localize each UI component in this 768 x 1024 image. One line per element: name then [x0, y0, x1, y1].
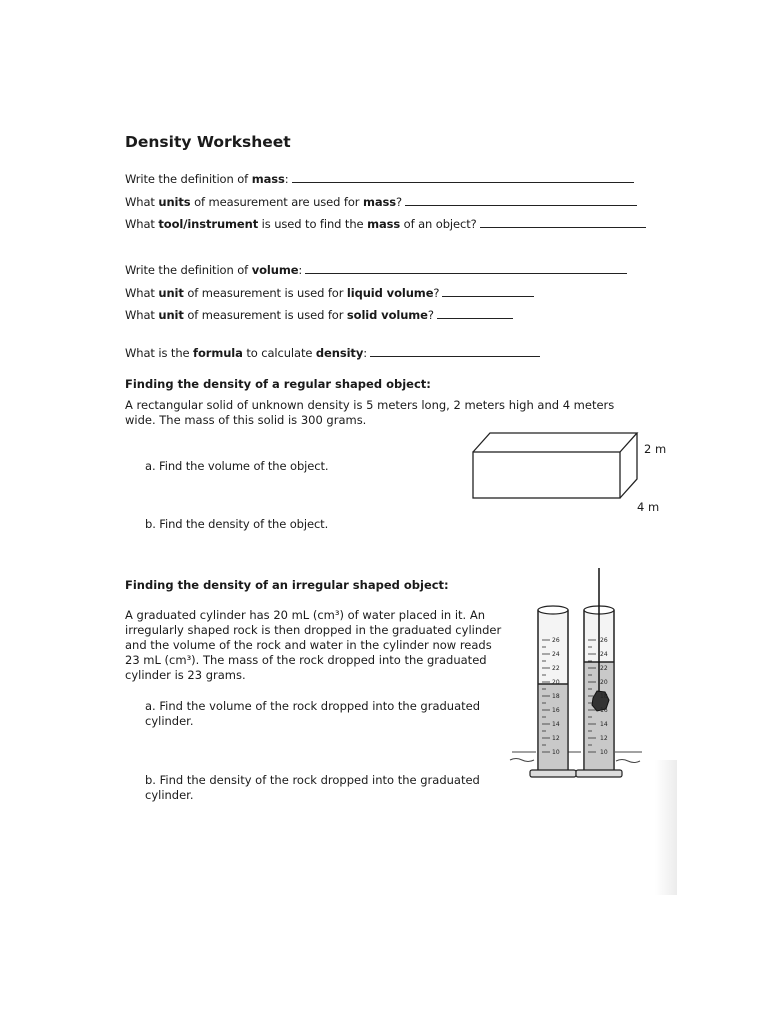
- question-mass-units: What units of measurement are used for mass?: [125, 195, 637, 209]
- answer-line[interactable]: [442, 295, 534, 297]
- tick-label: 10: [552, 749, 560, 756]
- graduated-cylinders-illustration: [508, 566, 648, 782]
- tick-label: 16: [552, 707, 560, 714]
- rectangular-solid-diagram: [466, 428, 641, 508]
- question-liquid-volume-unit: What unit of measurement is used for liquid volume?: [125, 286, 534, 300]
- irregular-object-heading: Finding the density of an irregular shaped object:: [125, 578, 449, 592]
- question-volume-definition: Write the definition of volume:: [125, 263, 627, 277]
- tick-label: 26: [552, 637, 560, 644]
- page-edge-shadow: [655, 760, 677, 895]
- tick-label: 20: [600, 679, 608, 686]
- width-dimension-label: 4 m: [637, 500, 660, 514]
- tick-label: 24: [600, 651, 608, 658]
- height-dimension-label: 2 m: [644, 442, 667, 456]
- tick-label: 16: [600, 707, 608, 714]
- tick-label: 14: [552, 721, 560, 728]
- answer-line[interactable]: [437, 317, 513, 319]
- answer-line[interactable]: [292, 181, 634, 183]
- tick-label: 12: [600, 735, 608, 742]
- question-density-formula: What is the formula to calculate density:: [125, 346, 540, 360]
- answer-line[interactable]: [305, 272, 627, 274]
- regular-part-b: b. Find the density of the object.: [145, 517, 329, 531]
- question-mass-definition: Write the definition of mass:: [125, 172, 634, 186]
- tick-label: 14: [600, 721, 608, 728]
- tick-label: 20: [552, 679, 560, 686]
- irregular-part-a: a. Find the volume of the rock dropped into the graduated cylinder.: [145, 699, 481, 728]
- regular-object-text: A rectangular solid of unknown density is 5 meters long, 2 meters high and 4 meters wide. The mass of this solid is 300 grams.: [125, 398, 615, 427]
- regular-object-heading: Finding the density of a regular shaped object:: [125, 377, 431, 391]
- answer-line[interactable]: [405, 204, 637, 206]
- worksheet-title: Density Worksheet: [125, 133, 291, 151]
- tick-label: 12: [552, 735, 560, 742]
- tick-label: 18: [552, 693, 560, 700]
- answer-line[interactable]: [370, 355, 540, 357]
- question-solid-volume-unit: What unit of measurement is used for solid volume?: [125, 308, 513, 322]
- tick-label: 22: [600, 665, 608, 672]
- tick-label: 18: [600, 693, 608, 700]
- irregular-object-text: A graduated cylinder has 20 mL (cm³) of water placed in it. An irregularly shaped rock is then dropped in the graduated cylinder and the volume of the rock and water in the cylinder now reads 23 mL (cm³). The mass of the rock dropped into the graduated cylinder is 23 grams.: [125, 608, 502, 682]
- irregular-part-b: b. Find the density of the rock dropped into the graduated cylinder.: [145, 773, 480, 802]
- regular-part-a: a. Find the volume of the object.: [145, 459, 329, 473]
- tick-label: 24: [552, 651, 560, 658]
- answer-line[interactable]: [480, 226, 646, 228]
- tick-label: 22: [552, 665, 560, 672]
- tick-label: 10: [600, 749, 608, 756]
- question-mass-tool: What tool/instrument is used to find the mass of an object?: [125, 217, 646, 231]
- cylinder-after: [576, 568, 622, 777]
- tick-label: 26: [600, 637, 608, 644]
